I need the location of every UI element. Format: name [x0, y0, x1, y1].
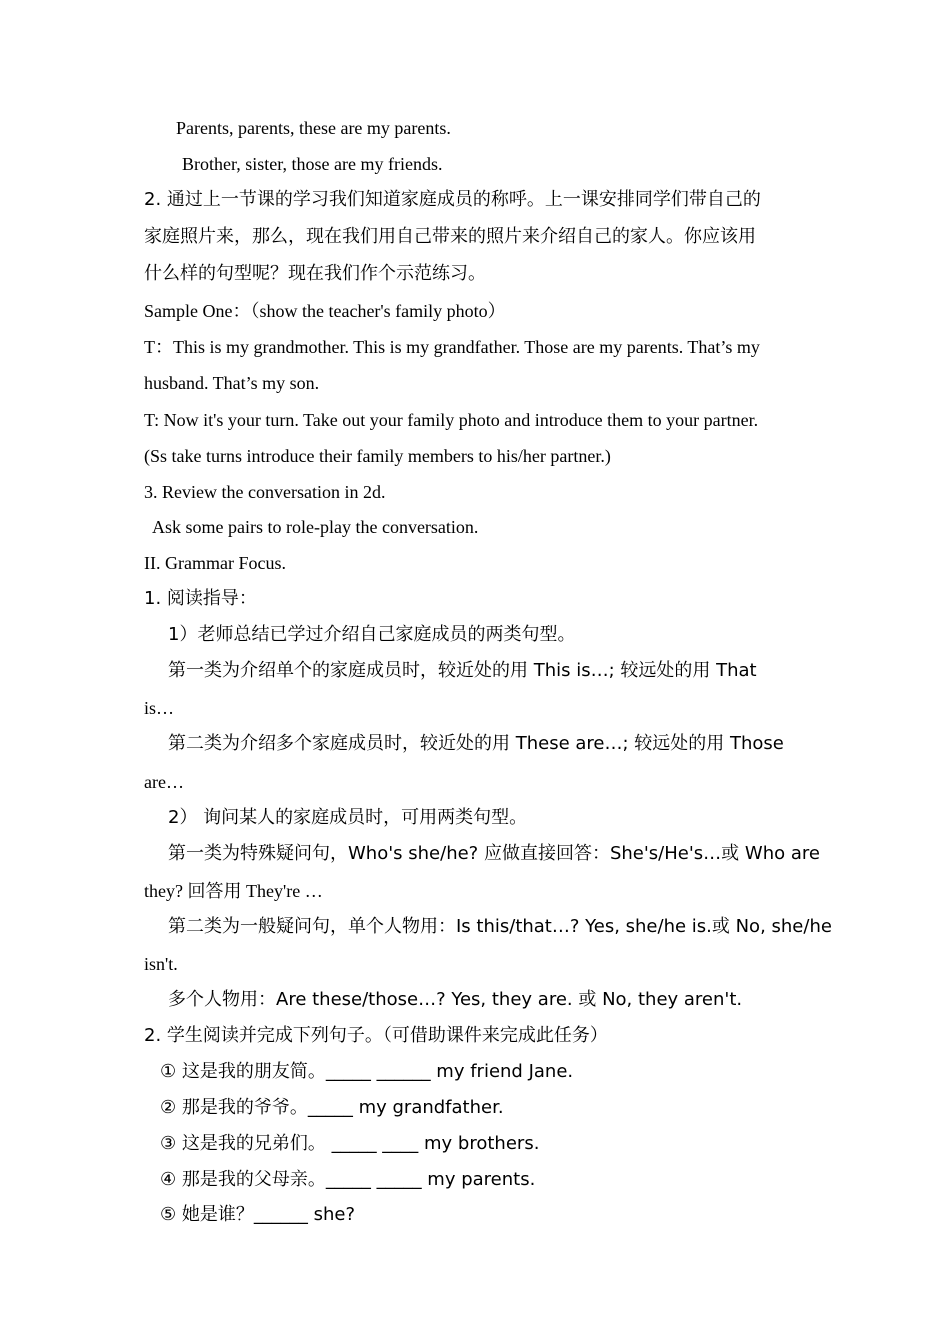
teacher-line-1: T：This is my grandmother. This is my grandfather. Those are my parents. That’s my: [144, 337, 760, 357]
teacher-line-2: husband. That’s my son.: [144, 373, 320, 393]
role-play-line: Ask some pairs to role-play the conversation.: [152, 517, 479, 537]
question-type-1-cont: they? 回答用 They're …: [144, 881, 323, 901]
chant-line-2: Brother, sister, those are my friends.: [182, 154, 443, 174]
question-type-1-line: 第一类为特殊疑问句，Who's she/he? 应做直接回答：She's/He's…或 Who are: [168, 843, 820, 864]
exercise-item-5: ⑤ 她是谁？______ she?: [160, 1204, 355, 1225]
grammar-focus-heading: II. Grammar Focus.: [144, 553, 286, 573]
exercise-item-2: ② 那是我的爷爷。_____ my grandfather.: [160, 1097, 504, 1118]
teacher-turn-line: T: Now it's your turn. Take out your family photo and introduce them to your partner.: [144, 410, 759, 430]
exercise-item-1: ① 这是我的朋友简。_____ ______ my friend Jane.: [160, 1061, 574, 1082]
step-2-text-line-1: 2. 通过上一节课的学习我们知道家庭成员的称呼。上一课安排同学们带自己的: [144, 189, 761, 210]
question-type-2-line: 第二类为一般疑问句，单个人物用：Is this/that…? Yes, she/he is.或 No, she/he: [168, 916, 832, 937]
sample-one-heading: Sample One：（show the teacher's family photo）: [144, 301, 506, 321]
reading-guide-heading: 1. 阅读指导：: [144, 588, 257, 609]
type-2-multiple-line: 第二类为介绍多个家庭成员时，较近处的用 These are…; 较远处的用 Those: [168, 733, 784, 754]
type-1-single-cont: is…: [144, 698, 175, 718]
students-turn-line: (Ss take turns introduce their family members to his/her partner.): [144, 446, 611, 466]
step-2-text-line-3: 什么样的句型呢？现在我们作个示范练习。: [144, 263, 486, 284]
type-2-multiple-cont: are…: [144, 772, 184, 792]
plural-people-line: 多个人物用：Are these/those…? Yes, they are. 或 No, they aren't.: [168, 989, 743, 1010]
step-3-heading: 3. Review the conversation in 2d.: [144, 482, 386, 502]
guide-point-2: 2） 询问某人的家庭成员时，可用两类句型。: [168, 807, 528, 828]
exercise-item-3: ③ 这是我的兄弟们。 _____ ____ my brothers.: [160, 1133, 540, 1154]
exercise-item-4: ④ 那是我的父母亲。_____ _____ my parents.: [160, 1169, 536, 1190]
type-1-single-line: 第一类为介绍单个的家庭成员时，较近处的用 This is…; 较远处的用 That: [168, 660, 757, 681]
step-2-text-line-2: 家庭照片来，那么，现在我们用自己带来的照片来介绍自己的家人。你应该用: [144, 226, 756, 247]
chant-line-1: Parents, parents, these are my parents.: [176, 118, 451, 138]
exercise-heading: 2. 学生阅读并完成下列句子。（可借助课件来完成此任务）: [144, 1025, 608, 1046]
question-type-2-cont: isn't.: [144, 954, 178, 974]
guide-point-1: 1）老师总结已学过介绍自己家庭成员的两类句型。: [168, 624, 576, 645]
